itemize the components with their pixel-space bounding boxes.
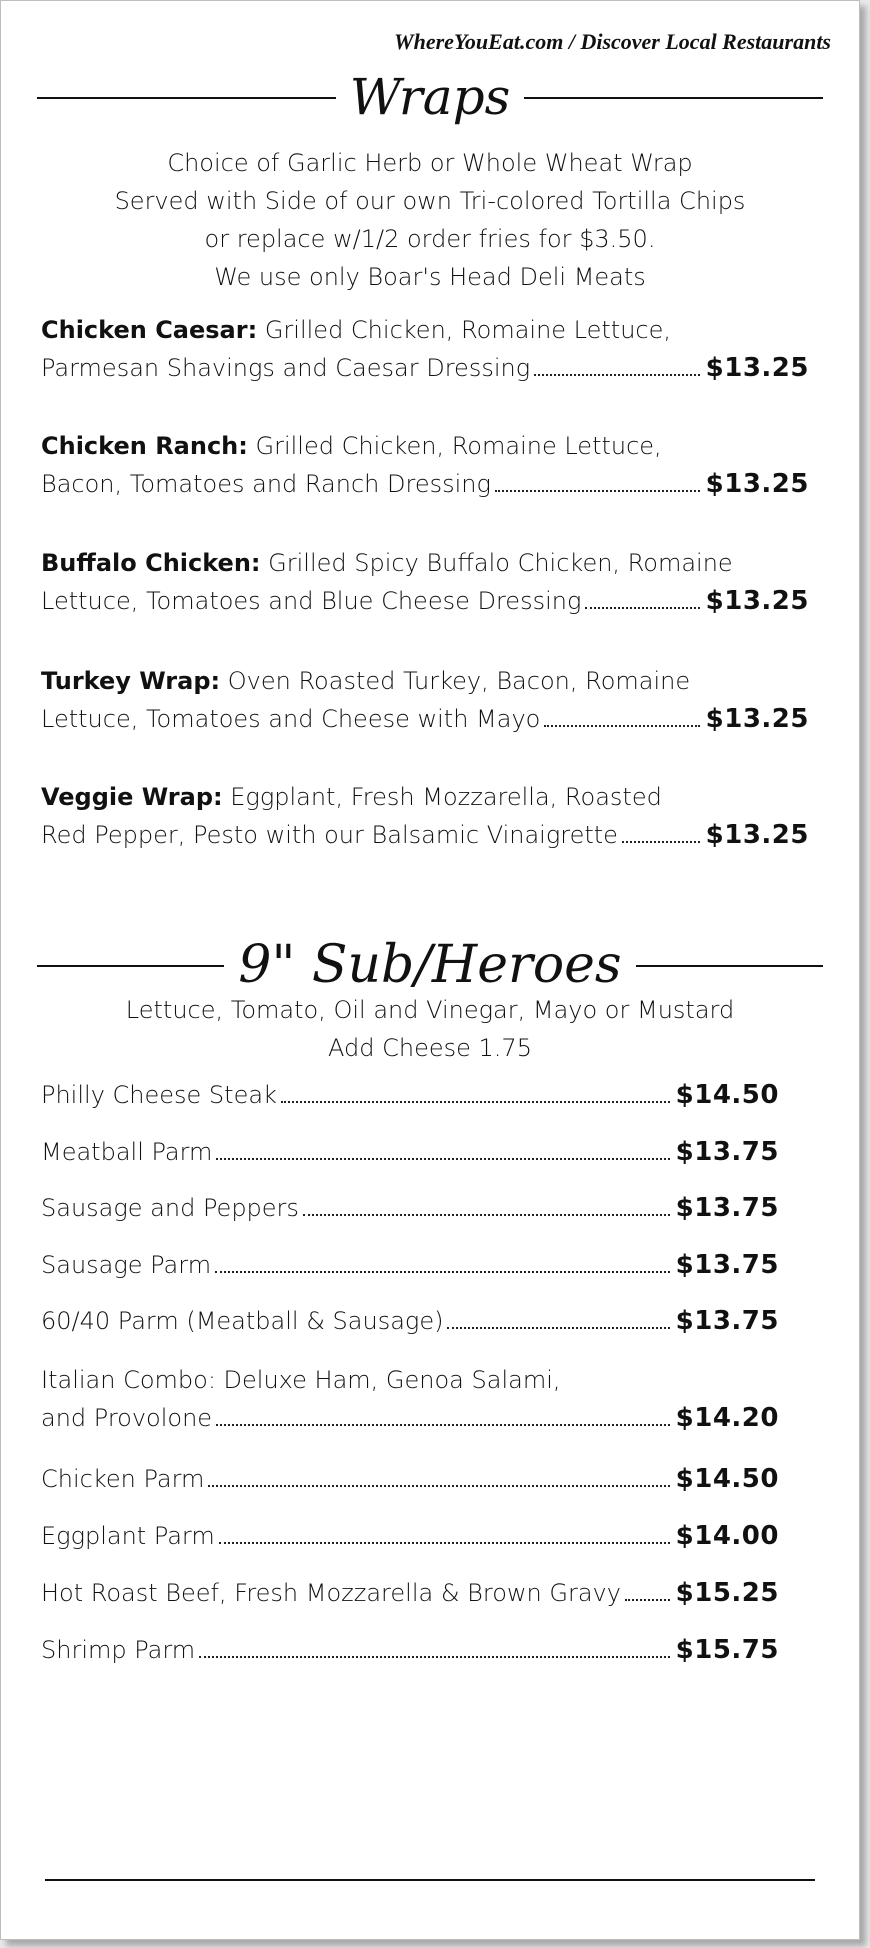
item-description: Oven Roasted Turkey, Bacon, Romaine xyxy=(227,667,691,695)
item-description: Eggplant, Fresh Mozzarella, Roasted xyxy=(230,783,662,811)
dot-leader xyxy=(281,1101,670,1103)
item-name: Sausage Parm xyxy=(41,1251,212,1279)
menu-item-hot-roast-beef xyxy=(41,1574,779,1612)
menu-item-shrimp-parm xyxy=(41,1631,779,1669)
menu-item-philly-cheese-steak xyxy=(41,1076,779,1114)
item-name: Philly Cheese Steak xyxy=(41,1081,277,1109)
item-description: Lettuce, Tomatoes and Cheese with Mayo xyxy=(41,705,541,733)
menu-item-turkey-wrap xyxy=(41,662,809,738)
item-name: Veggie Wrap: xyxy=(41,783,223,811)
dot-leader xyxy=(215,1271,670,1273)
item-description: Italian Combo: Deluxe Ham, Genoa Salami, xyxy=(41,1366,561,1394)
menu-item-meatball-parm xyxy=(41,1133,779,1171)
wraps-description-line: We use only Boar's Head Deli Meats xyxy=(214,263,646,291)
item-description: Bacon, Tomatoes and Ranch Dressing xyxy=(41,470,491,498)
item-name: Turkey Wrap: xyxy=(41,667,221,695)
item-price: $13.75 xyxy=(675,1137,779,1167)
subs-title: 9" Sub/Heroes xyxy=(224,935,635,995)
item-name: Chicken Parm xyxy=(41,1465,205,1493)
item-price: $14.50 xyxy=(675,1464,779,1494)
item-name: Shrimp Parm xyxy=(41,1636,196,1664)
menu-item-60-40-parm xyxy=(41,1302,779,1340)
item-name: Chicken Caesar: xyxy=(41,316,258,344)
item-price: $13.25 xyxy=(705,353,809,383)
item-name: Sausage and Peppers xyxy=(41,1194,299,1222)
menu-item-eggplant-parm xyxy=(41,1517,779,1555)
dot-leader xyxy=(219,1542,670,1544)
item-price: $13.75 xyxy=(675,1306,779,1336)
item-price: $15.75 xyxy=(675,1635,779,1665)
item-price: $13.75 xyxy=(675,1193,779,1223)
item-description: and Provolone xyxy=(41,1404,213,1432)
dot-leader xyxy=(208,1485,669,1487)
menu-item-sausage-and-peppers xyxy=(41,1189,779,1227)
footer-rule xyxy=(45,1879,815,1881)
subs-description-line: Lettuce, Tomato, Oil and Vinegar, Mayo or Mustard xyxy=(125,996,735,1024)
menu-item-sausage-parm xyxy=(41,1246,779,1284)
wraps-description-line: Choice of Garlic Herb or Whole Wheat Wrap xyxy=(167,149,693,177)
menu-item-buffalo-chicken xyxy=(41,544,809,620)
subs-description-line: Add Cheese 1.75 xyxy=(328,1034,532,1062)
dot-leader xyxy=(534,374,700,376)
item-name: 60/40 Parm (Meatball & Sausage) xyxy=(41,1307,444,1335)
item-description: Grilled Chicken, Romaine Lettuce, xyxy=(255,432,662,460)
item-name: Hot Roast Beef, Fresh Mozzarella & Brown Gravy xyxy=(41,1579,621,1607)
item-name: Meatball Parm xyxy=(41,1138,213,1166)
wraps-description xyxy=(31,144,829,296)
item-description: Red Pepper, Pesto with our Balsamic Vinaigrette xyxy=(41,821,618,849)
menu-item-chicken-caesar xyxy=(41,311,809,387)
item-description: Lettuce, Tomatoes and Blue Cheese Dressing xyxy=(41,587,582,615)
menu-item-veggie-wrap xyxy=(41,778,809,854)
item-name: Chicken Ranch: xyxy=(41,432,248,460)
item-name: Buffalo Chicken: xyxy=(41,549,261,577)
item-price: $14.00 xyxy=(675,1521,779,1551)
item-description: Grilled Chicken, Romaine Lettuce, xyxy=(264,316,672,344)
item-price: $13.25 xyxy=(705,586,809,616)
item-price: $14.50 xyxy=(675,1080,779,1110)
item-description: Parmesan Shavings and Caesar Dressing xyxy=(41,354,531,382)
item-description: Grilled Spicy Buffalo Chicken, Romaine xyxy=(268,549,733,577)
wraps-title: Wraps xyxy=(336,68,525,126)
wraps-description-line: or replace w/1/2 order fries for $3.50. xyxy=(204,225,656,253)
item-price: $13.75 xyxy=(675,1250,779,1280)
menu-item-chicken-ranch xyxy=(41,427,809,503)
dot-leader xyxy=(495,490,700,492)
item-price: $13.25 xyxy=(705,704,809,734)
subs-section-heading xyxy=(37,933,823,997)
site-header: WhereYouEat.com / Discover Local Restaurants xyxy=(394,29,831,54)
dot-leader xyxy=(303,1214,670,1216)
dot-leader xyxy=(447,1327,669,1329)
dot-leader xyxy=(585,607,699,609)
item-price: $13.25 xyxy=(705,820,809,850)
dot-leader xyxy=(544,725,699,727)
item-price: $13.25 xyxy=(705,469,809,499)
dot-leader xyxy=(216,1424,670,1426)
dot-leader xyxy=(625,1599,670,1601)
dot-leader xyxy=(199,1656,670,1658)
dot-leader xyxy=(216,1158,669,1160)
menu-item-italian-combo xyxy=(41,1361,779,1437)
subs-description xyxy=(31,991,829,1067)
dot-leader xyxy=(622,841,700,843)
wraps-description-line: Served with Side of our own Tri-colored Tortilla Chips xyxy=(114,187,746,215)
item-price: $14.20 xyxy=(675,1403,779,1433)
menu-item-chicken-parm xyxy=(41,1460,779,1498)
item-price: $15.25 xyxy=(675,1578,779,1608)
wraps-section-heading xyxy=(37,65,823,129)
item-name: Eggplant Parm xyxy=(41,1522,215,1550)
